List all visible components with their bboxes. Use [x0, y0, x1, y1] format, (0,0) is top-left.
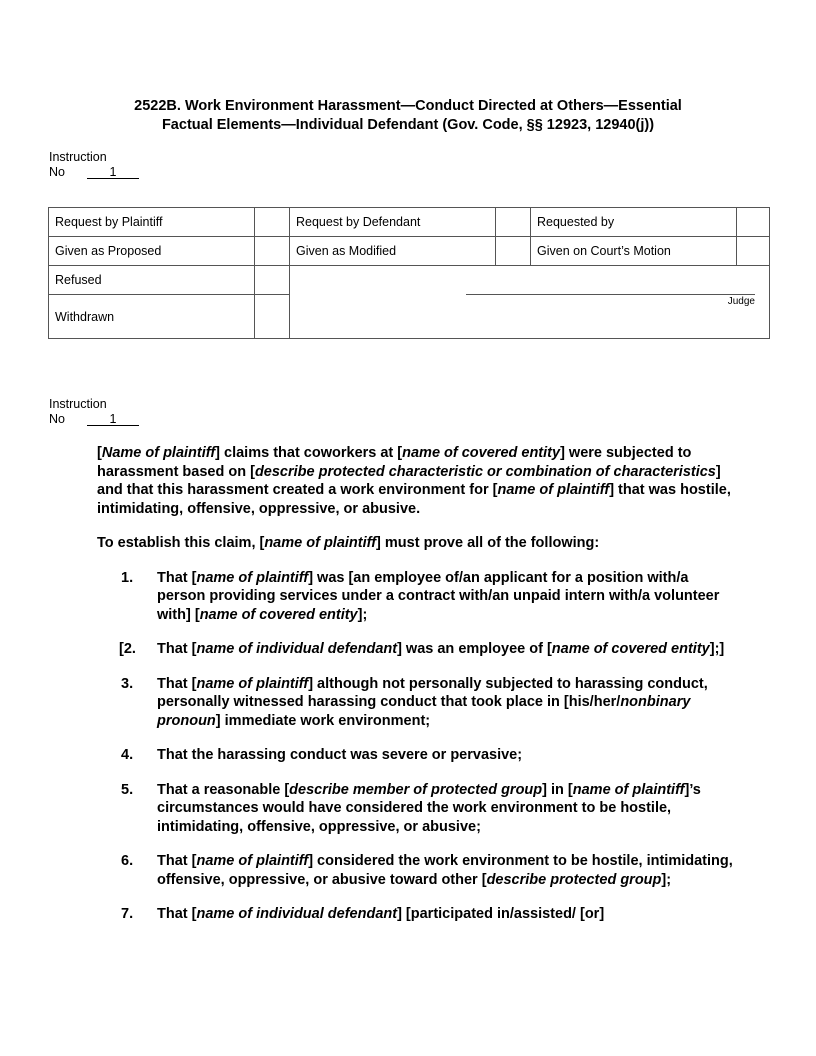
element-item: [97, 746, 737, 765]
instruction-number-block-bottom: [49, 397, 139, 427]
placeholder-text: nonbinary pronoun: [157, 694, 691, 729]
text-run: ] although not personally subjected to harassing conduct, personally witnessed harassing conduct that took place in [his/her/: [157, 675, 708, 710]
placeholder-text: name of individual defendant: [196, 641, 398, 657]
text-run: ] was [an employee of/an applicant for a position with/a person providing services under a contract with/an unpaid intern with/a volunteer with] [: [157, 569, 720, 623]
element-item: [97, 675, 737, 731]
text-run: ] and that this harassment created a work environment for [: [97, 463, 721, 498]
text-run: That [: [157, 641, 197, 657]
placeholder-text: name of covered entity: [402, 445, 561, 461]
placeholder-text: Name of plaintiff: [101, 445, 216, 461]
label-withdrawn: Withdrawn: [49, 295, 255, 339]
instruction-number-block-top: [49, 150, 139, 180]
placeholder-text: describe protected group: [486, 871, 662, 888]
element-item: [97, 852, 737, 889]
element-number: 4.: [121, 747, 134, 763]
placeholder-text: name of covered entity: [199, 606, 358, 623]
placeholder-text: name of individual defendant: [196, 906, 398, 922]
text-run: That the harassing conduct was severe or pervasive;: [157, 747, 523, 763]
instruction-disposition-table: [48, 207, 770, 339]
placeholder-text: name of covered entity: [551, 641, 710, 657]
element-number: 5.: [121, 781, 134, 798]
text-run: ] [participated in/assisted/ [or]: [397, 906, 605, 922]
checkbox-request-by-defendant[interactable]: [496, 208, 531, 237]
label-given-as-modified: Given as Modified: [290, 237, 496, 266]
text-run: [: [97, 445, 102, 461]
checkbox-withdrawn[interactable]: [255, 295, 290, 339]
label-given-as-proposed: Given as Proposed: [49, 237, 255, 266]
checkbox-requested-by[interactable]: [737, 208, 770, 237]
elements-intro-paragraph: [97, 534, 737, 553]
label-requested-by: Requested by: [531, 208, 737, 237]
element-item: [97, 569, 737, 625]
element-text: [157, 781, 737, 837]
instruction-no-label: No: [49, 165, 65, 179]
judge-signature-line: [466, 294, 755, 295]
text-run: ] was an employee of [: [397, 641, 552, 657]
placeholder-text: name of plaintiff: [196, 569, 309, 586]
text-run: ] immediate work environment;: [215, 712, 431, 729]
element-text: [157, 640, 737, 659]
text-run: ] that was hostile, intimidating, offensive, oppressive, or abusive.: [97, 482, 731, 517]
element-text: [157, 746, 737, 765]
text-run: That [: [157, 906, 197, 922]
text-run: That a reasonable [: [157, 781, 290, 798]
checkbox-refused[interactable]: [255, 266, 290, 295]
label-given-on-courts-motion: Given on Court’s Motion: [531, 237, 737, 266]
elements-list: [97, 569, 737, 924]
element-number: 1.: [121, 569, 134, 586]
text-run: ] considered the work environment to be hostile, intimidating, offensive, oppressive, or abusive toward other [: [157, 853, 733, 888]
title-line-1: 2522B. Work Environment Harassment—Conduct Directed at Others—Essential: [134, 98, 682, 114]
element-number: 3.: [121, 675, 134, 692]
element-text: [157, 905, 737, 924]
checkbox-given-as-proposed[interactable]: [255, 237, 290, 266]
element-number: 6.: [121, 853, 134, 869]
text-run: To establish this claim, [: [97, 535, 265, 551]
element-text: [157, 852, 737, 889]
text-run: That [: [157, 853, 197, 869]
placeholder-text: name of plaintiff: [572, 781, 685, 798]
title-line-2: Factual Elements—Individual Defendant (Gov. Code, §§ 12923, 12940(j)): [161, 117, 655, 133]
instruction-title: [60, 97, 756, 135]
text-run: ];: [357, 606, 368, 623]
text-run: ];: [661, 871, 672, 888]
element-number: 7.: [121, 906, 134, 922]
element-item: [97, 905, 737, 924]
text-run: ];]: [709, 641, 725, 657]
placeholder-text: describe protected characteristic or combination of characteristics: [254, 463, 716, 480]
text-run: ]’s circumstances would have considered the work environment to be hostile, intimidating, offensive, oppressive, or abusive;: [157, 781, 701, 835]
placeholder-text: describe member of protected group: [289, 781, 543, 798]
instruction-body: [97, 444, 737, 940]
placeholder-text: name of plaintiff: [196, 675, 309, 692]
judge-signature-area[interactable]: [290, 266, 770, 339]
element-item: [97, 640, 737, 659]
label-request-by-defendant: Request by Defendant: [290, 208, 496, 237]
placeholder-text: name of plaintiff: [196, 853, 309, 869]
checkbox-given-on-courts-motion[interactable]: [737, 237, 770, 266]
instruction-no-label: No: [49, 412, 65, 426]
element-text: [157, 675, 737, 731]
element-number: [2.: [119, 641, 136, 657]
placeholder-text: name of plaintiff: [497, 482, 610, 498]
text-run: That [: [157, 569, 197, 586]
text-run: ] were subjected to harassment based on [: [97, 445, 692, 480]
text-run: ] claims that coworkers at [: [215, 445, 403, 461]
instruction-number: 1: [87, 413, 139, 426]
element-item: [97, 781, 737, 837]
label-refused: Refused: [49, 266, 255, 295]
placeholder-text: name of plaintiff: [264, 535, 377, 551]
label-request-by-plaintiff: Request by Plaintiff: [49, 208, 255, 237]
checkbox-request-by-plaintiff[interactable]: [255, 208, 290, 237]
text-run: ] must prove all of the following:: [376, 535, 600, 551]
judge-label: Judge: [727, 296, 755, 307]
text-run: That [: [157, 675, 197, 692]
element-text: [157, 569, 737, 625]
instruction-label: Instruction: [49, 397, 107, 411]
text-run: ] in [: [542, 781, 573, 798]
instruction-label: Instruction: [49, 150, 107, 164]
instruction-number: 1: [87, 166, 139, 179]
checkbox-given-as-modified[interactable]: [496, 237, 531, 266]
claim-paragraph: [97, 444, 737, 518]
